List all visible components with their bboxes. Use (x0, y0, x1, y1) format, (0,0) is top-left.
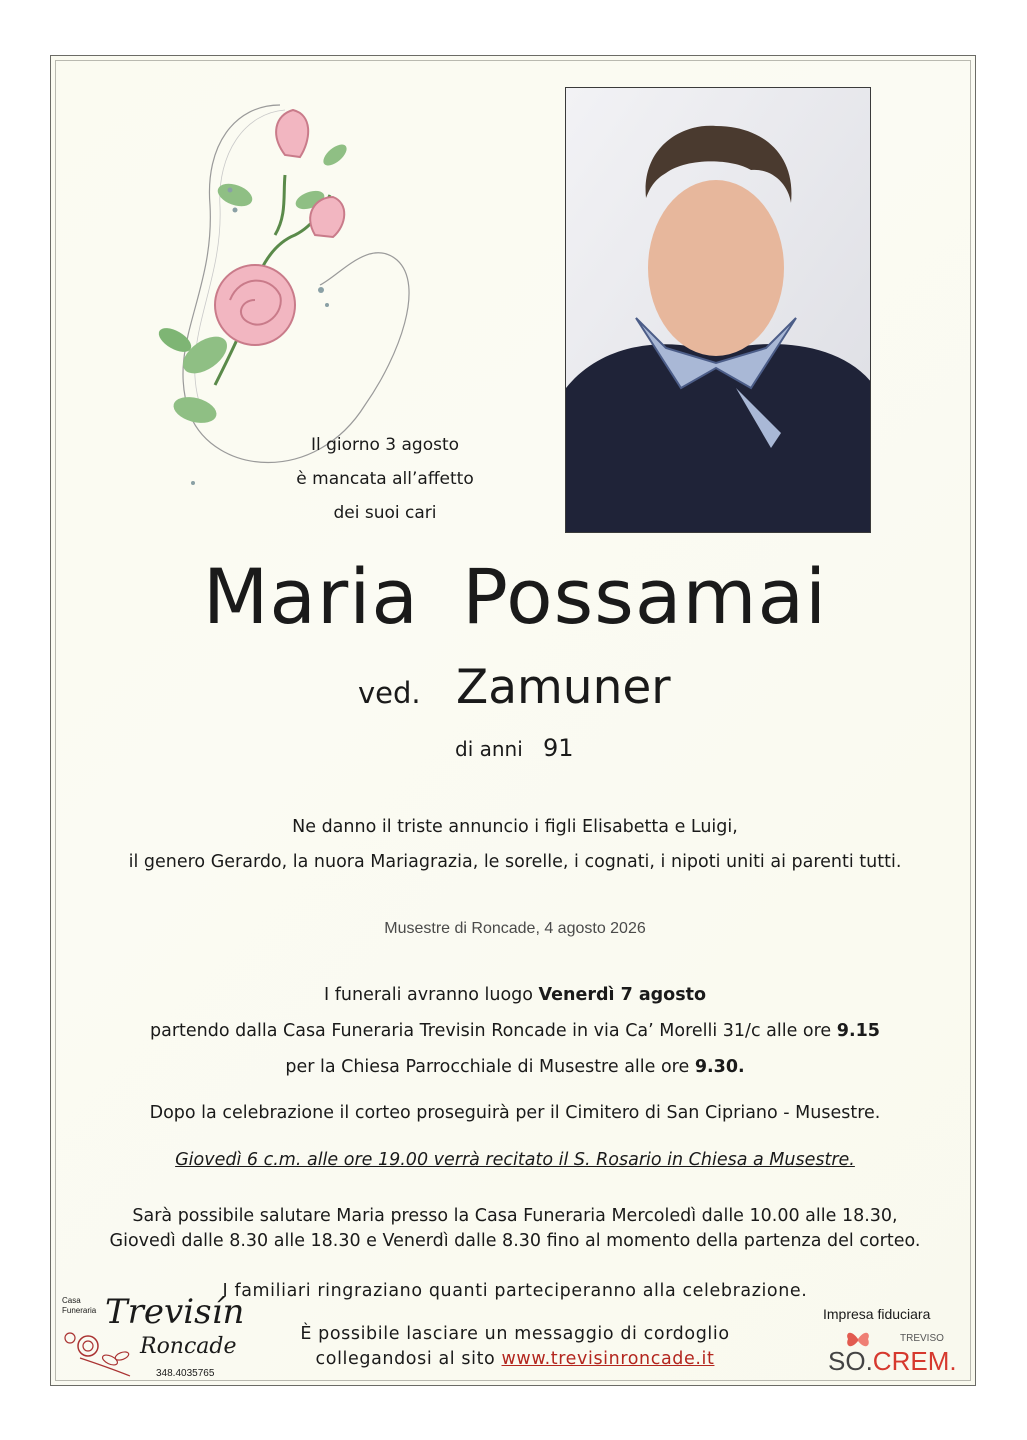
married-surname: Zamuner (456, 660, 671, 715)
announce-line-1: Ne danno il triste annuncio i figli Elisabetta e Luigi, (292, 817, 738, 837)
trusted-label: Impresa fiduciara (823, 1306, 931, 1322)
logo-town: Roncade (140, 1334, 237, 1359)
funeral-line-3 (60, 1057, 970, 1077)
intro-line-1: Il giorno 3 agosto (310, 435, 460, 455)
portrait-photo (565, 87, 871, 533)
intro-line-3: dei suoi cari (333, 503, 437, 523)
socrem-city: TREVISO (900, 1333, 944, 1344)
funeral-date: Venerdì 7 agosto (538, 985, 706, 1005)
socrem-brand-b: CREM. (872, 1346, 957, 1376)
intro-text (270, 428, 500, 530)
condolence-site-link[interactable]: www.trevisinroncade.it (501, 1349, 715, 1369)
funeral-line-1-text: I funerali avranno luogo (324, 985, 539, 1005)
rose-logo-icon (60, 1318, 140, 1378)
funeral-line-1 (60, 985, 970, 1005)
logo-brand: Trevisín (105, 1292, 245, 1332)
deceased-name: Maria Possamai (202, 552, 828, 641)
logo-casa: Casa (62, 1296, 81, 1305)
announce-line-2: il genero Gerardo, la nuora Mariagrazia, le sorelle, i cognati, i nipoti uniti ai parenti tutti. (128, 852, 902, 872)
thanks-text: I familiari ringraziano quanti parteciperanno alla celebrazione. (222, 1281, 808, 1301)
socrem-brand-a: SO. (828, 1346, 873, 1376)
socrem-brand (828, 1346, 957, 1377)
age-label: di anni (455, 737, 523, 761)
trevisin-logo (60, 1292, 245, 1382)
cortege-text: Dopo la celebrazione il corteo proseguirà per il Cimitero di San Cipriano - Musestre. (149, 1103, 881, 1123)
logo-funeraria: Funeraria (62, 1306, 97, 1315)
rosary-text (60, 1150, 970, 1170)
rosary-line: Giovedì 6 c.m. alle ore 19.00 verrà recitato il S. Rosario in Chiesa a Musestre. (175, 1150, 855, 1170)
logo-phone: 348.4035765 (156, 1368, 215, 1379)
visit-line-1: Sarà possibile salutare Maria presso la Casa Funeraria Mercoledì dalle 10.00 alle 18.30, (132, 1206, 898, 1226)
intro-line-2: è mancata all’affetto (296, 469, 474, 489)
place-date: Musestre di Roncade, 4 agosto 2026 (384, 920, 646, 937)
socrem-logo (820, 1306, 955, 1378)
visit-line-2: Giovedì dalle 8.30 alle 18.30 e Venerdì dalle 8.30 fino al momento della partenza del corteo. (109, 1231, 921, 1251)
message-line-2-text: collegandosi al sito (315, 1349, 502, 1369)
age-value: 91 (543, 734, 574, 762)
message-line-1: È possibile lasciare un messaggio di cordoglio (300, 1324, 730, 1344)
widow-label: ved. (358, 676, 421, 710)
funeral-line-2 (60, 1021, 970, 1041)
mass-time: 9.30. (694, 1057, 745, 1077)
funeral-line-2-text: partendo dalla Casa Funeraria Trevisin Roncade in via Ca’ Morelli 31/c alle ore (150, 1021, 837, 1041)
funeral-line-3-text: per la Chiesa Parrocchiale di Musestre alle ore (285, 1057, 695, 1077)
departure-time: 9.15 (836, 1021, 880, 1041)
